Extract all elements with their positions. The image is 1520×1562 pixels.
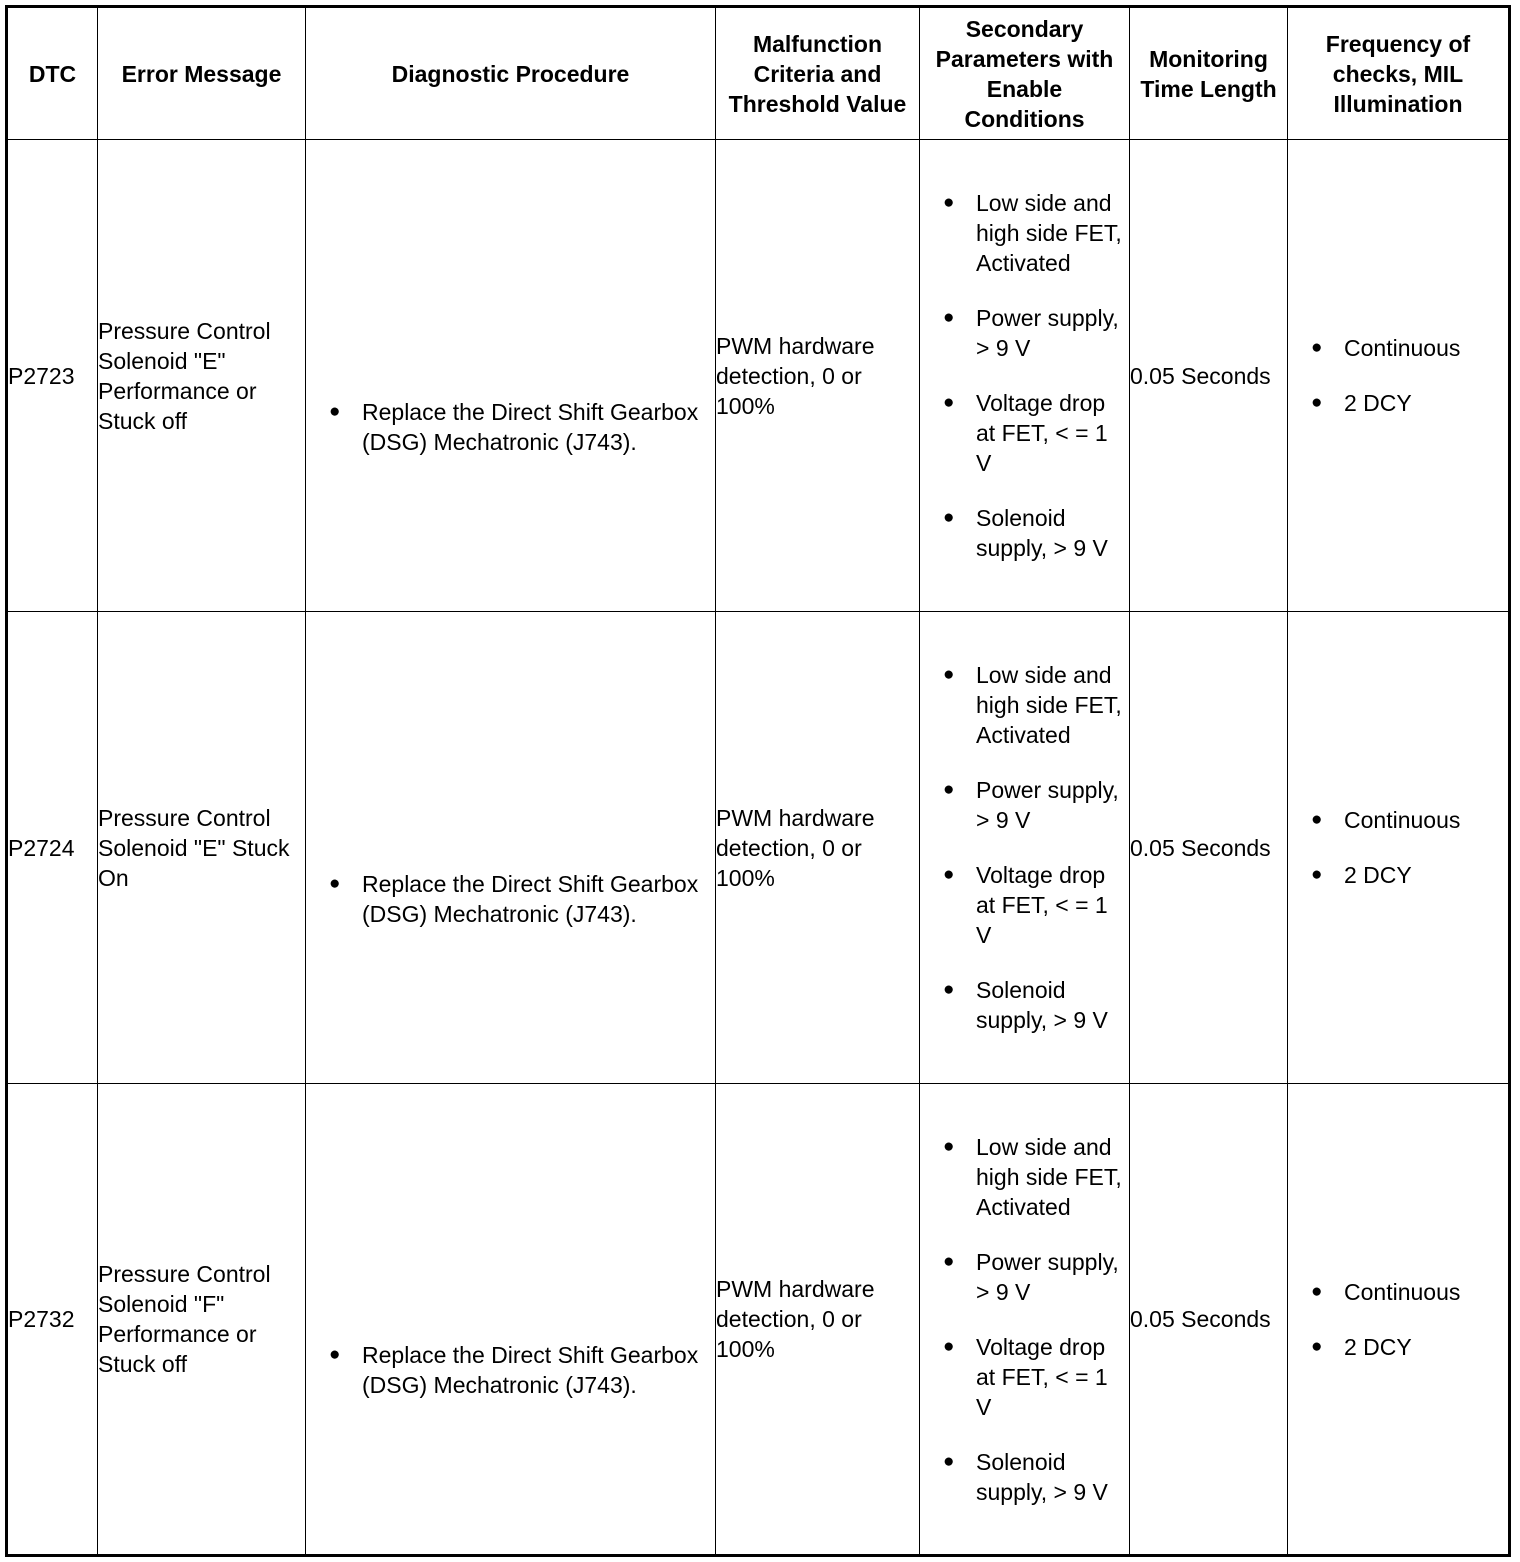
secondary-parameter: ● Voltage drop at FET, < = 1 V <box>976 1332 1129 1422</box>
frequency-item: ● 2 DCY <box>1344 388 1508 418</box>
secondary-parameter: ● Voltage drop at FET, < = 1 V <box>976 860 1129 950</box>
dtc-code: P2723 <box>7 140 98 612</box>
secondary-parameters <box>920 612 1130 1084</box>
malfunction-criteria: PWM hardware detection, 0 or 100% <box>716 1084 920 1556</box>
header-dtc: DTC <box>7 7 98 140</box>
malfunction-criteria: PWM hardware detection, 0 or 100% <box>716 612 920 1084</box>
table-row <box>7 140 1510 612</box>
monitoring-time: 0.05 Seconds <box>1130 140 1288 612</box>
error-message: Pressure Control Solenoid "E" Stuck On <box>98 612 306 1084</box>
secondary-parameter: ● Low side and high side FET, Activated <box>976 188 1129 278</box>
procedure-step: ● Replace the Direct Shift Gearbox (DSG) Mechatronic (J743). <box>362 869 715 929</box>
secondary-parameter: ● Power supply, > 9 V <box>976 303 1129 363</box>
header-row <box>7 7 1510 140</box>
monitoring-time: 0.05 Seconds <box>1130 612 1288 1084</box>
procedure-step: ● Replace the Direct Shift Gearbox (DSG) Mechatronic (J743). <box>362 1340 715 1400</box>
frequency-of-checks <box>1288 1084 1510 1556</box>
malfunction-criteria: PWM hardware detection, 0 or 100% <box>716 140 920 612</box>
dtc-code: P2724 <box>7 612 98 1084</box>
header-secondary-parameters: Secondary Parameters with Enable Conditions <box>920 7 1130 140</box>
header-frequency: Frequency of checks, MIL Illumination <box>1288 7 1510 140</box>
error-message: Pressure Control Solenoid "E" Performance or Stuck off <box>98 140 306 612</box>
frequency-item: ● 2 DCY <box>1344 1332 1508 1362</box>
header-malfunction-criteria: Malfunction Criteria and Threshold Value <box>716 7 920 140</box>
error-message: Pressure Control Solenoid "F" Performance or Stuck off <box>98 1084 306 1556</box>
frequency-of-checks <box>1288 612 1510 1084</box>
secondary-parameter: ● Voltage drop at FET, < = 1 V <box>976 388 1129 478</box>
monitoring-time: 0.05 Seconds <box>1130 1084 1288 1556</box>
header-monitoring-time: Monitoring Time Length <box>1130 7 1288 140</box>
secondary-parameter: ● Solenoid supply, > 9 V <box>976 503 1129 563</box>
frequency-item: ● Continuous <box>1344 805 1508 835</box>
header-diagnostic-procedure: Diagnostic Procedure <box>306 7 716 140</box>
table-row <box>7 1084 1510 1556</box>
table-row <box>7 612 1510 1084</box>
frequency-item: ● 2 DCY <box>1344 860 1508 890</box>
procedure-step: ● Replace the Direct Shift Gearbox (DSG) Mechatronic (J743). <box>362 397 715 457</box>
diagnostic-procedure <box>306 1084 716 1556</box>
secondary-parameter: ● Solenoid supply, > 9 V <box>976 1447 1129 1507</box>
secondary-parameter: ● Solenoid supply, > 9 V <box>976 975 1129 1035</box>
secondary-parameter: ● Low side and high side FET, Activated <box>976 660 1129 750</box>
diagnostic-procedure <box>306 140 716 612</box>
secondary-parameters <box>920 140 1130 612</box>
dtc-table <box>5 5 1511 1557</box>
secondary-parameters <box>920 1084 1130 1556</box>
header-error-message: Error Message <box>98 7 306 140</box>
frequency-item: ● Continuous <box>1344 1277 1508 1307</box>
frequency-item: ● Continuous <box>1344 333 1508 363</box>
diagnostic-procedure <box>306 612 716 1084</box>
secondary-parameter: ● Low side and high side FET, Activated <box>976 1132 1129 1222</box>
dtc-code: P2732 <box>7 1084 98 1556</box>
frequency-of-checks <box>1288 140 1510 612</box>
secondary-parameter: ● Power supply, > 9 V <box>976 775 1129 835</box>
secondary-parameter: ● Power supply, > 9 V <box>976 1247 1129 1307</box>
